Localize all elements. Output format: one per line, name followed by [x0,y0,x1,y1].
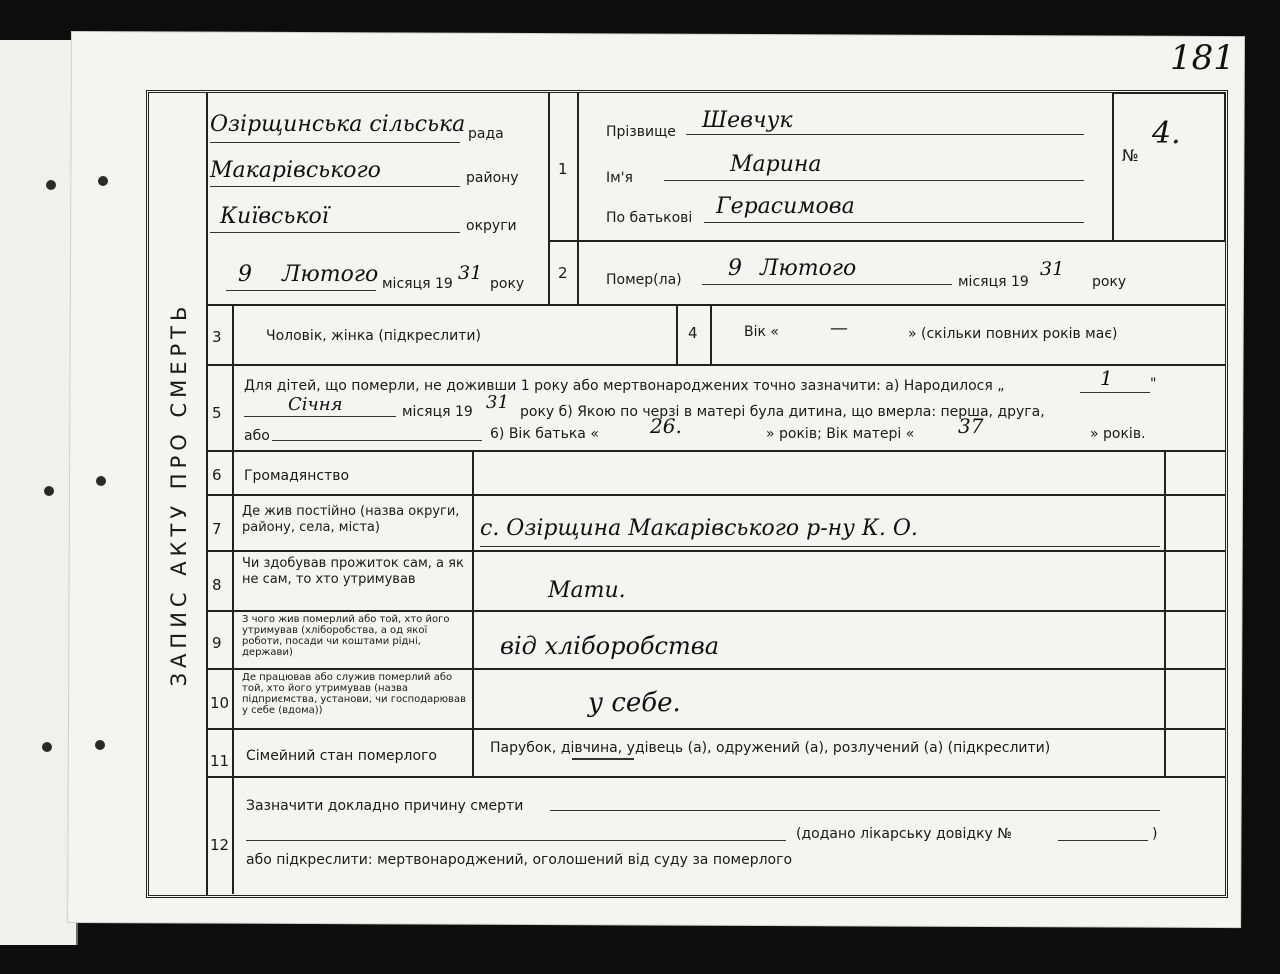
record-year-value: 31 [458,262,483,284]
born-value: 1 [1100,366,1113,390]
divider [548,92,550,304]
marital-status-label: Сімейний стан померлого [246,748,437,764]
year-label: року [1092,274,1127,290]
workplace-value: у себе. [588,688,681,718]
underline [704,222,1084,223]
infant-years-label: » років. [1090,426,1146,442]
row-number: 8 [212,576,222,594]
underline [664,180,1084,181]
binding-hole [44,486,54,496]
age-label: Вік « [744,324,779,340]
binding-hole [95,740,105,750]
month-label: місяця 19 [958,274,1029,290]
residence-value: с. Озірщина Макарівського р-ну К. О. [480,516,918,541]
underline [210,232,460,233]
divider [206,550,1226,552]
underline [550,810,1160,811]
binding-hole [46,180,56,190]
first-name-label: Ім'я [606,170,633,186]
record-number-box [1112,92,1226,242]
surname-label: Прізвище [606,124,676,140]
death-year-value: 31 [1040,258,1065,280]
underline [244,416,396,417]
residence-label: Де жив постійно (назва округи, району, села, міста) [242,504,460,535]
income-source-label: З чого жив померлий або той, хто його утримував (хліборобства, а од якої роботи, посади чи коштами рідні, держави) [242,614,450,658]
father-age-value: 26. [650,414,682,438]
surname-value: Шевчук [702,108,793,133]
birth-year-value: 31 [486,392,509,413]
divider [577,92,579,304]
certificate-close: ) [1152,826,1158,842]
row-number: 10 [210,694,230,712]
divider [206,364,1226,366]
row-number: 11 [210,752,230,770]
underline [210,142,460,143]
row-number: 12 [210,836,230,854]
divider [206,494,1226,496]
first-name-value: Марина [730,152,822,177]
record-month-value: Лютого [282,262,379,287]
marital-status-options: Парубок, дівчина, удівець (а), одружений (а), розлучений (а) (підкреслити) [490,740,1051,756]
side-title: ЗАПИС АКТУ ПРО СМЕРТЬ [167,301,191,687]
council-label: рада [468,126,504,142]
record-number-value: 4. [1152,116,1181,151]
okruha-label: округи [466,218,517,234]
underline [246,840,786,841]
marital-status-underline [572,758,634,760]
district-value: Макарівського [210,158,381,183]
underline [1058,840,1148,841]
record-day-value: 9 [238,262,252,287]
income-source-value: від хліборобства [500,632,720,660]
row-number: 1 [558,160,568,178]
underline [210,186,460,187]
underline [702,284,952,285]
binding-hole [96,476,106,486]
underline [272,440,482,441]
infant-month-label: місяця 19 [402,404,473,420]
row-number: 9 [212,634,222,652]
infant-or-label: або [244,428,270,444]
death-month-value: Лютого [760,256,857,281]
district-label: району [466,170,519,186]
month-label: місяця 19 [382,276,453,292]
row-number: 3 [212,328,222,346]
death-day-value: 9 [728,256,742,281]
father-age-label: 6) Вік батька « [490,426,599,442]
divider [710,304,712,364]
underline [226,290,376,291]
divider [206,668,1226,670]
sex-label: Чоловік, жінка (підкреслити) [266,328,481,344]
quote-mark: " [1150,376,1157,392]
livelihood-value: Мати. [548,578,626,603]
livelihood-label: Чи здобував прожиток сам, а як не сам, то хто утримував [242,556,464,587]
divider [232,304,234,894]
age-value: — [830,318,848,339]
row-number: 7 [212,520,222,538]
cause-label: Зазначити докладно причину смерти [246,798,524,814]
record-number-label: № [1122,146,1139,165]
row-number: 4 [688,324,698,342]
died-label: Помер(ла) [606,272,682,288]
divider [206,450,1226,452]
binding-hole [98,176,108,186]
divider [206,728,1226,730]
divider [676,304,678,364]
patronymic-label: По батькові [606,210,693,226]
stillborn-label: або підкреслити: мертвонароджений, оголошений від суду за померлого [246,852,793,868]
workplace-label: Де працював або служив померлий або той, хто його утримував (назва підприємства, установи, чи господарював у себе (вдома)) [242,672,466,716]
age-suffix: » (скільки повних років має) [908,326,1118,342]
certificate-label: (додано лікарську довідку № [796,826,1012,842]
page-number: 181 [1170,38,1235,78]
divider [206,776,1226,778]
okruha-value: Київської [220,204,329,229]
binding-hole [42,742,52,752]
birth-month-value: Січня [288,394,343,415]
divider [206,610,1226,612]
mother-age-value: 37 [958,414,984,438]
village-council-value: Озірщинська сільська [210,112,466,137]
infant-line-1: Для дітей, що померли, не доживши 1 року або мертвонароджених точно зазначити: а) Народилося „ [244,378,1005,394]
row-number: 6 [212,466,222,484]
underline [686,134,1084,135]
divider [206,304,1226,306]
underline [1080,392,1150,393]
mother-age-label: » років; Вік матері « [766,426,915,442]
previous-page-edge [0,40,78,945]
row-number: 2 [558,264,568,282]
infant-line-2: року б) Якою по черзі в матері була дитина, що вмерла: перша, друга, [520,404,1045,420]
citizenship-label: Громадянство [244,468,350,484]
underline [480,546,1160,547]
patronymic-value: Герасимова [716,194,855,219]
row-number: 5 [212,404,222,422]
year-label: року [490,276,525,292]
